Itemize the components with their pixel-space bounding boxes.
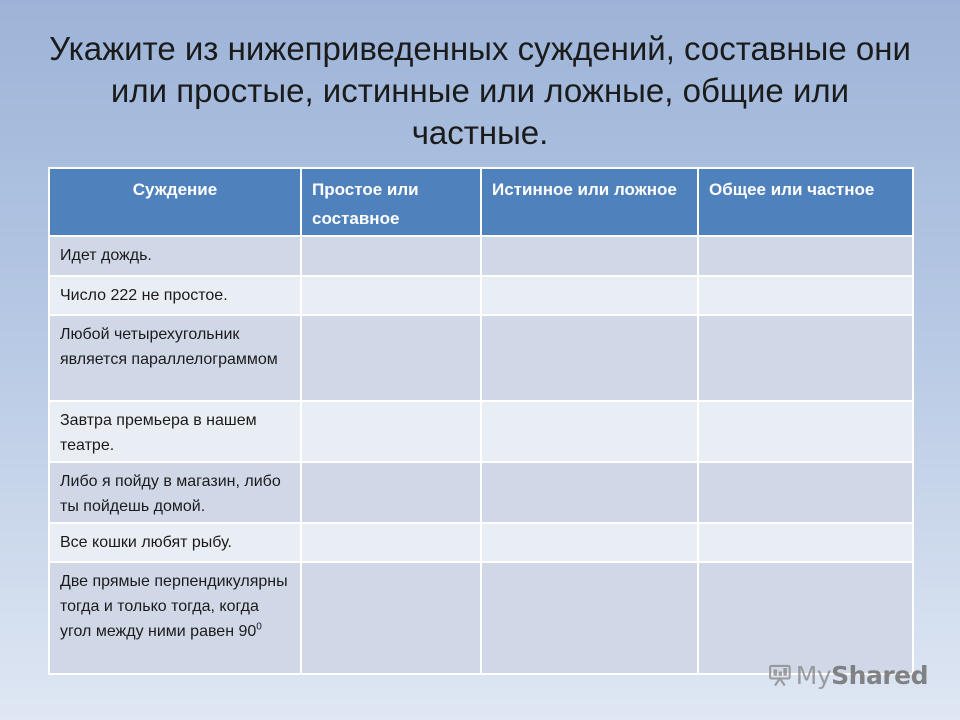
table-row xyxy=(49,315,913,401)
answer-cell xyxy=(698,462,913,523)
header-statement: Суждение xyxy=(49,168,301,236)
table-header-row xyxy=(49,168,913,236)
statement-cell: Либо я пойду в магазин, либо ты пойдешь домой. xyxy=(49,462,301,523)
answer-cell xyxy=(481,236,698,276)
watermark-text-light: My xyxy=(795,660,832,690)
answer-cell xyxy=(301,401,481,462)
myshared-watermark xyxy=(768,656,928,694)
answer-cell xyxy=(698,236,913,276)
header-simple-or-compound: Простое или составное xyxy=(301,168,481,236)
statement-cell: Все кошки любят рыбу. xyxy=(49,523,301,562)
judgments-table xyxy=(48,167,914,675)
answer-cell xyxy=(481,562,698,674)
answer-cell xyxy=(301,315,481,401)
table-row xyxy=(49,401,913,462)
answer-cell xyxy=(481,523,698,562)
table-row xyxy=(49,523,913,562)
answer-cell xyxy=(481,315,698,401)
statement-cell: Число 222 не простое. xyxy=(49,276,301,315)
answer-cell xyxy=(301,236,481,276)
answer-cell xyxy=(481,276,698,315)
header-general-or-particular: Общее или частное xyxy=(698,168,913,236)
answer-cell xyxy=(698,401,913,462)
answer-cell xyxy=(301,462,481,523)
statement-cell xyxy=(49,562,301,674)
watermark-text xyxy=(796,661,928,690)
answer-cell xyxy=(698,523,913,562)
answer-cell xyxy=(698,315,913,401)
answer-cell xyxy=(481,462,698,523)
degree-superscript: 0 xyxy=(256,621,262,633)
answer-cell xyxy=(301,562,481,674)
answer-cell xyxy=(481,401,698,462)
answer-cell xyxy=(698,276,913,315)
watermark-text-bold: Shared xyxy=(831,660,928,690)
statement-cell: Идет дождь. xyxy=(49,236,301,276)
statement-cell: Завтра премьера в нашем театре. xyxy=(49,401,301,462)
statement-cell: Любой четырехугольник является параллелограммом xyxy=(49,315,301,401)
answer-cell xyxy=(301,523,481,562)
statement-text: Две прямые перпендикулярны тогда и только тогда, когда угол между ними равен 90 xyxy=(60,573,288,640)
slide-title: Укажите из нижеприведенных суждений, составные они или простые, истинные или ложные, общие или частные. xyxy=(49,30,911,151)
table-row xyxy=(49,462,913,523)
answer-cell xyxy=(301,276,481,315)
table-row xyxy=(49,236,913,276)
table-row xyxy=(49,276,913,315)
projector-board-icon xyxy=(768,658,792,692)
header-true-or-false: Истинное или ложное xyxy=(481,168,698,236)
